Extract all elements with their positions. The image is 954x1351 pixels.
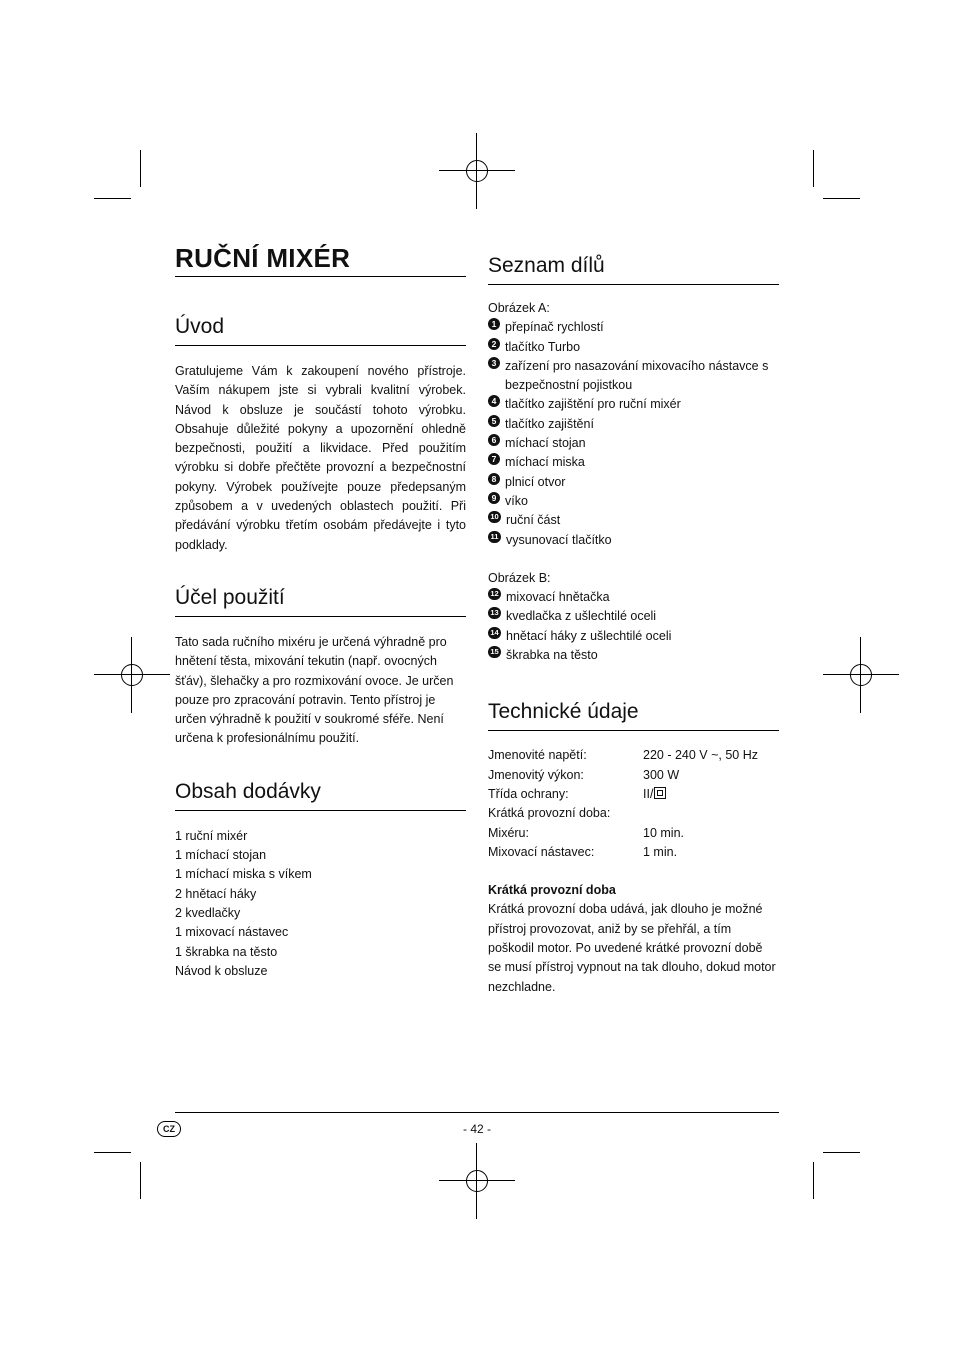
- spec-value: 220 - 240 V ~, 50 Hz: [643, 748, 759, 763]
- registration-mark: [439, 1143, 515, 1219]
- part-number-badge: 2: [488, 338, 500, 350]
- spec-row: [488, 804, 779, 823]
- spec-row: [488, 766, 779, 785]
- crop-mark: [140, 1162, 141, 1199]
- spec-label: Krátká provozní doba:: [488, 806, 611, 821]
- list-item: [488, 531, 779, 550]
- part-label: míchací miska: [505, 455, 585, 470]
- list-item: [488, 357, 779, 396]
- part-label: tlačítko zajištění: [505, 416, 594, 431]
- right-column: [488, 253, 779, 997]
- part-label: hnětací háky z ušlechtilé oceli: [506, 628, 672, 643]
- spec-value: 10 min.: [643, 825, 684, 840]
- list-item: [488, 415, 779, 434]
- part-number-badge: 8: [488, 473, 500, 485]
- part-number-badge: 15: [488, 646, 501, 658]
- footer-rule: [175, 1112, 779, 1113]
- note-heading: Krátká provozní doba: [488, 883, 616, 898]
- part-label: kvedlačka z ušlechtilé oceli: [506, 609, 657, 624]
- spec-label: Jmenovité napětí:: [488, 748, 587, 763]
- crop-mark: [94, 198, 131, 199]
- part-label: škrabka na těsto: [506, 648, 598, 663]
- list-item: 1 ruční mixér: [175, 828, 248, 843]
- page-title: RUČNÍ MIXÉR: [175, 243, 466, 277]
- parts-heading: Seznam dílů: [488, 253, 779, 285]
- part-label: tlačítko zajištění pro ruční mixér: [505, 397, 681, 412]
- figure-b-list: [488, 588, 779, 665]
- part-number-badge: 7: [488, 453, 500, 465]
- list-item: [488, 511, 779, 530]
- part-label: vysunovací tlačítko: [506, 532, 612, 547]
- figure-a-label: Obrázek A:: [488, 301, 550, 315]
- part-number-badge: 1: [488, 318, 500, 330]
- crop-mark: [823, 198, 860, 199]
- spec-label: Jmenovitý výkon:: [488, 767, 584, 782]
- part-number-badge: 13: [488, 607, 501, 619]
- list-item: 2 hnětací háky: [175, 886, 257, 901]
- list-item: 1 míchací stojan: [175, 848, 267, 863]
- note-text: Krátká provozní doba udává, jak dlouho je možné přístroj provozovat, aniž by se přehřál, a tím poškodil motor. Po uvedené krátké provozní době se musí přístroj vypnout na tak dlouho, dokud motor nezchladne.: [488, 902, 776, 994]
- crop-mark: [140, 150, 141, 187]
- list-item: 1 mixovací nástavec: [175, 925, 289, 940]
- contents-list: [175, 827, 466, 981]
- spec-label: Mixéru:: [488, 825, 529, 840]
- figure-a-list: [488, 318, 779, 550]
- part-number-badge: 9: [488, 492, 500, 504]
- part-number-badge: 5: [488, 415, 500, 427]
- list-item: [488, 646, 779, 665]
- intro-text: Gratulujeme Vám k zakoupení nového přístroje. Vaším nákupem jste si vybrali kvalitní výrobek. Návod k obsluze je součástí tohoto výrobku. Obsahuje důležité pokyny a upozornění ohledně bezpečnosti, použití a likvidace. Před použitím výrobku si dobře přečtěte provozní a bezpečnostní pokyny. Výrobek používejte pouze předepsaným způsobem a v uvedených oblastech použití. Při předávání výrobku třetím osobám předávejte i tyto podklady.: [175, 364, 466, 552]
- part-number-badge: 11: [488, 531, 501, 543]
- registration-mark: [439, 133, 515, 209]
- list-item: [488, 492, 779, 511]
- spec-value: 1 min.: [643, 844, 678, 859]
- crop-mark: [823, 1152, 860, 1153]
- part-label: mixovací hnětačka: [506, 590, 610, 605]
- spec-row: [488, 843, 779, 862]
- list-item: 2 kvedlačky: [175, 905, 241, 920]
- crop-mark: [94, 1152, 131, 1153]
- list-item: [488, 607, 779, 626]
- protection-class-icon: [654, 787, 666, 799]
- crop-mark: [813, 150, 814, 187]
- list-item: [488, 434, 779, 453]
- left-column: [175, 243, 466, 981]
- list-item: [488, 473, 779, 492]
- list-item: [488, 338, 779, 357]
- spec-row: [488, 824, 779, 843]
- page-number: - 42 -: [462, 1122, 491, 1136]
- list-item: [488, 588, 779, 607]
- list-item: [488, 627, 779, 646]
- part-label: tlačítko Turbo: [505, 339, 581, 354]
- part-number-badge: 6: [488, 434, 500, 446]
- part-number-badge: 10: [488, 511, 501, 523]
- spec-label: Mixovací nástavec:: [488, 844, 595, 859]
- spec-row: [488, 785, 779, 804]
- list-item: 1 škrabka na těsto: [175, 944, 278, 959]
- country-badge: CZ: [157, 1121, 181, 1137]
- list-item: [488, 453, 779, 472]
- list-item: [488, 395, 779, 414]
- registration-mark: [823, 637, 899, 713]
- part-number-badge: 4: [488, 395, 500, 407]
- registration-mark: [94, 637, 170, 713]
- spec-label: Třída ochrany:: [488, 786, 569, 801]
- purpose-text: Tato sada ručního mixéru je určená výhradně pro hnětení těsta, mixování tekutin (např. ovocných šťáv), šlehačky a pro rozmixování ovoce. Je určen pouze pro zpracování potravin. Tento přístroj je určen výhradně k použití v soukromé sféře. Není určena k profesionálnímu použití.: [175, 634, 454, 746]
- list-item: 1 míchací miska s víkem: [175, 867, 312, 882]
- part-number-badge: 12: [488, 588, 501, 600]
- spec-row: [488, 746, 779, 765]
- part-number-badge: 3: [488, 357, 500, 369]
- spec-value: II/: [643, 786, 654, 801]
- figure-b-label: Obrázek B:: [488, 570, 551, 585]
- purpose-heading: Účel použití: [175, 585, 466, 617]
- part-label: plnicí otvor: [505, 474, 566, 489]
- part-label: míchací stojan: [505, 436, 586, 451]
- part-label: víko: [505, 493, 528, 508]
- spec-table: [488, 746, 779, 862]
- crop-mark: [813, 1162, 814, 1199]
- part-number-badge: 14: [488, 627, 501, 639]
- spec-value: 300 W: [643, 767, 680, 782]
- contents-heading: Obsah dodávky: [175, 779, 466, 811]
- tech-heading: Technické údaje: [488, 699, 779, 731]
- part-label: přepínač rychlostí: [505, 320, 604, 335]
- list-item: [488, 318, 779, 337]
- list-item: Návod k obsluze: [175, 963, 268, 978]
- part-label: ruční část: [506, 513, 561, 528]
- part-label: zařízení pro nasazování mixovacího nástavce s bezpečnostní pojistkou: [505, 358, 769, 393]
- intro-heading: Úvod: [175, 314, 466, 346]
